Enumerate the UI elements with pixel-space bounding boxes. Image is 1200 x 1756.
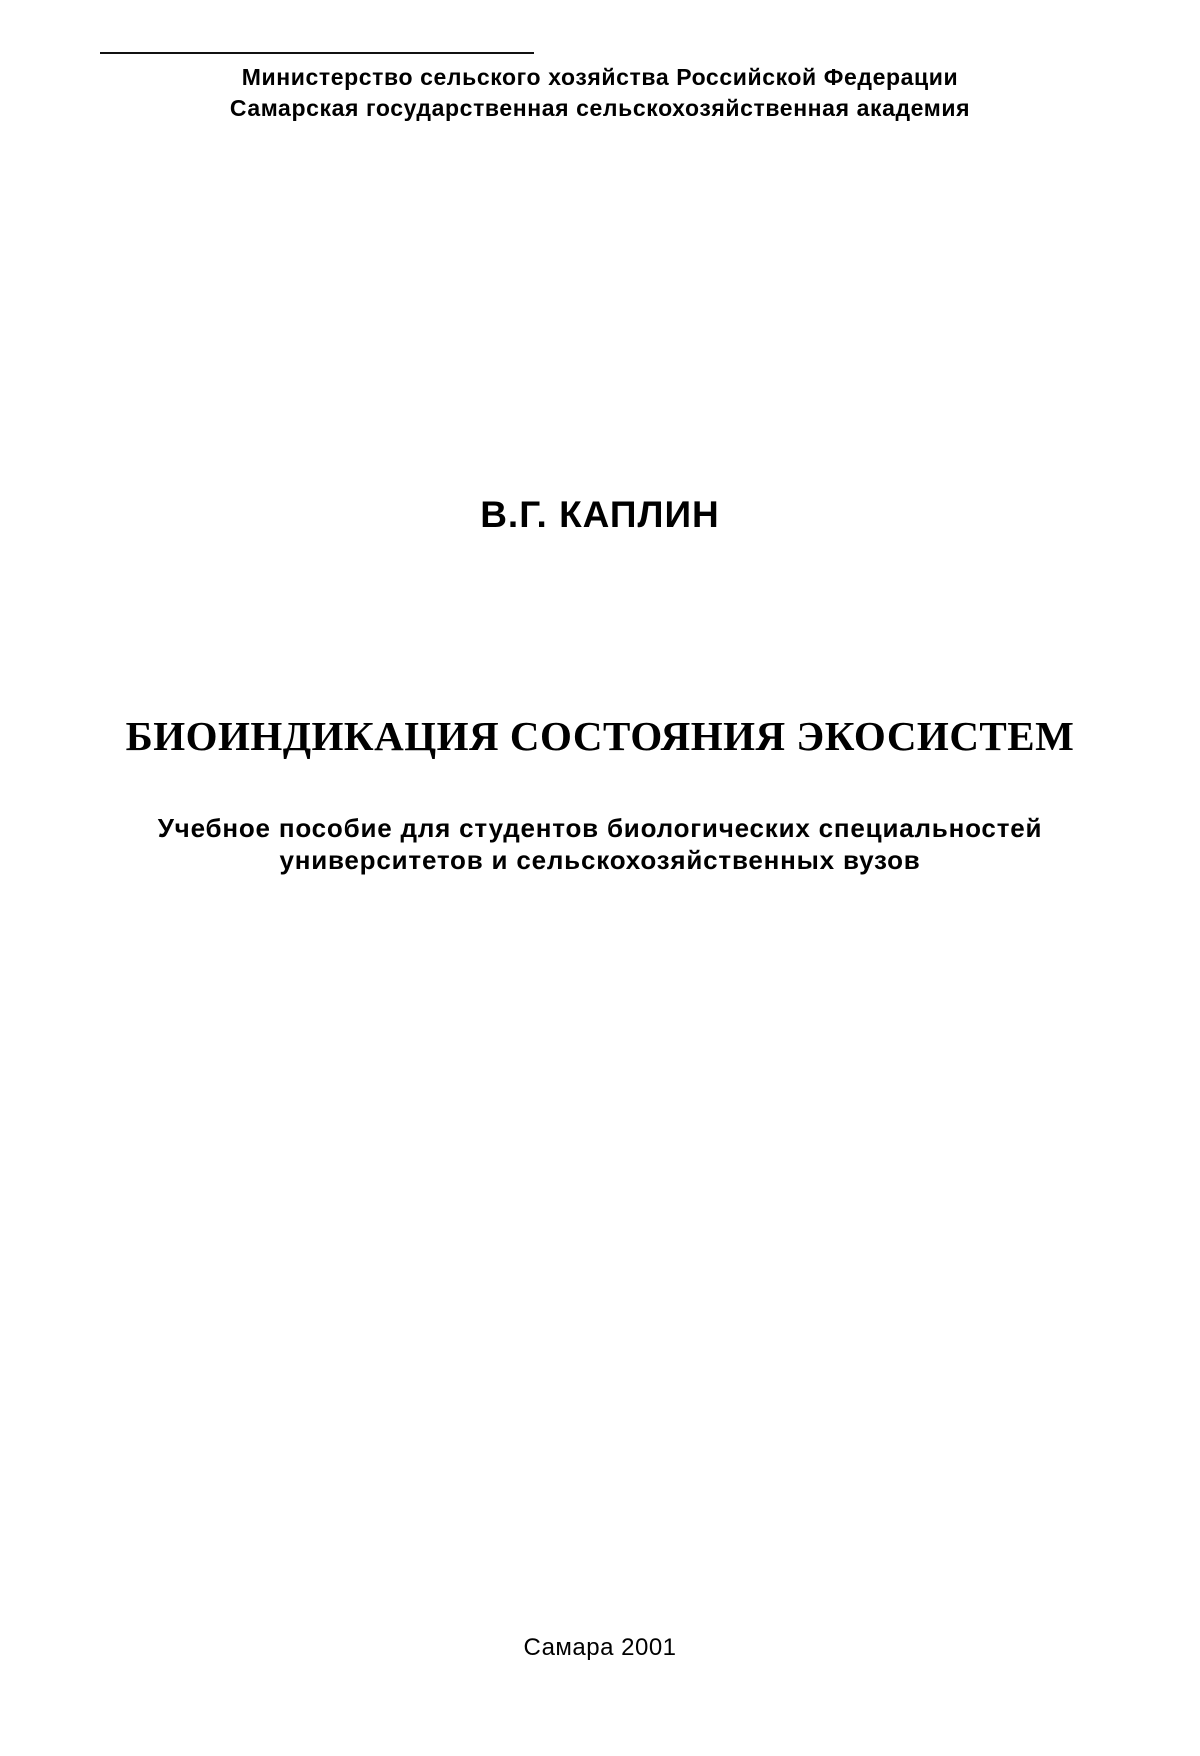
academy-line: Самарская государственная сельскохозяйственная академия [229,95,971,121]
book-subtitle [0,812,1200,876]
publication-place-year: Самара 2001 [523,1634,677,1661]
ministry-line: Министерство сельского хозяйства Российской Федерации [241,64,959,90]
institution-header [100,62,1100,124]
top-rule [100,52,534,54]
subtitle-line-1: Учебное пособие для студентов биологических специальностей [157,813,1043,843]
book-title: БИОИНДИКАЦИЯ СОСТОЯНИЯ ЭКОСИСТЕМ [125,713,1075,759]
subtitle-line-2: университетов и сельскохозяйственных вузов [279,845,921,875]
author-name: В.Г. КАПЛИН [480,494,720,535]
